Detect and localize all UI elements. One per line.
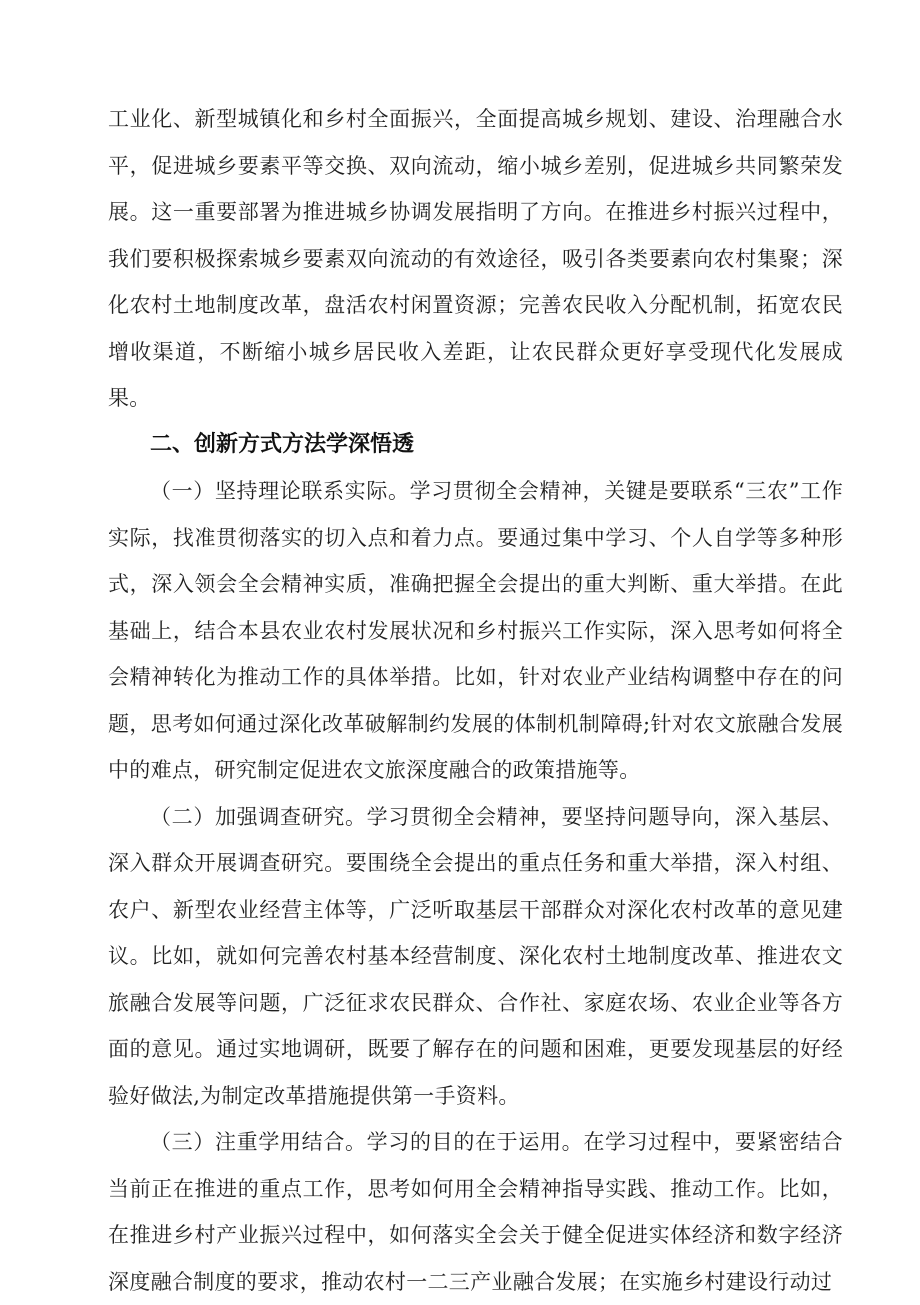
paragraph-continuation: 工业化、新型城镇化和乡村全面振兴，全面提高城乡规划、建设、治理融合水平，促进城乡要素平等交换、双向流动，缩小城乡差别，促进城乡共同繁荣发展。这一重要部署为推进城乡协调发展指明了方向。在推进乡村振兴过程中，我们要积极探索城乡要素双向流动的有效途径，吸引各类要素向农村集聚；深化农村土地制度改革，盘活农村闲置资源；完善农民收入分配机制，拓宽农民增收渠道，不断缩小城乡居民收入差距，让农民群众更好享受现代化发展成果。 [108,107,843,410]
paragraph-investigation-research: （二）加强调查研究。学习贯彻全会精神，要坚持问题导向，深入基层、深入群众开展调查研究。要围绕全会提出的重点任务和重大举措，深入村组、农户、新型农业经营主体等，广泛听取基层干部群众对深化农村改革的意见建议。比如，就如何完善农村基本经营制度、深化农村土地制度改革、推进农文旅融合发展等问题，广泛征求农民群众、合作社、家庭农场、农业企业等各方面的意见。通过实地调研，既要了解存在的问题和困难，更要发现基层的好经验好做法,为制定改革措施提供第一手资料。 [108,804,843,1108]
paragraph-learning-application: （三）注重学用结合。学习的目的在于运用。在学习过程中，要紧密结合当前正在推进的重点工作，思考如何用全会精神指导实践、推动工作。比如，在推进乡村产业振兴过程中，如何落实全会关于健全促进实体经济和数字经济深度融合制度的要求，推动农村一二三产业融合发展；在实施乡村建设行动过 [108,1130,843,1294]
paragraph-theory-practice: （一）坚持理论联系实际。学习贯彻全会精神，关键是要联系“三农”工作实际，找准贯彻落实的切入点和着力点。要通过集中学习、个人自学等多种形式，深入领会全会精神实质，准确把握全会提出的重大判断、重大举措。在此基础上，结合本县农业农村发展状况和乡村振兴工作实际，深入思考如何将全会精神转化为推动工作的具体举措。比如，针对农业产业结构调整中存在的问题，思考如何通过深化改革破解制约发展的体制机制障碍;针对农文旅融合发展中的难点，研究制定促进农文旅深度融合的政策措施等。 [108,479,843,782]
document-body [108,96,843,1305]
section-heading: 二、创新方式方法学深悟透 [150,431,415,457]
